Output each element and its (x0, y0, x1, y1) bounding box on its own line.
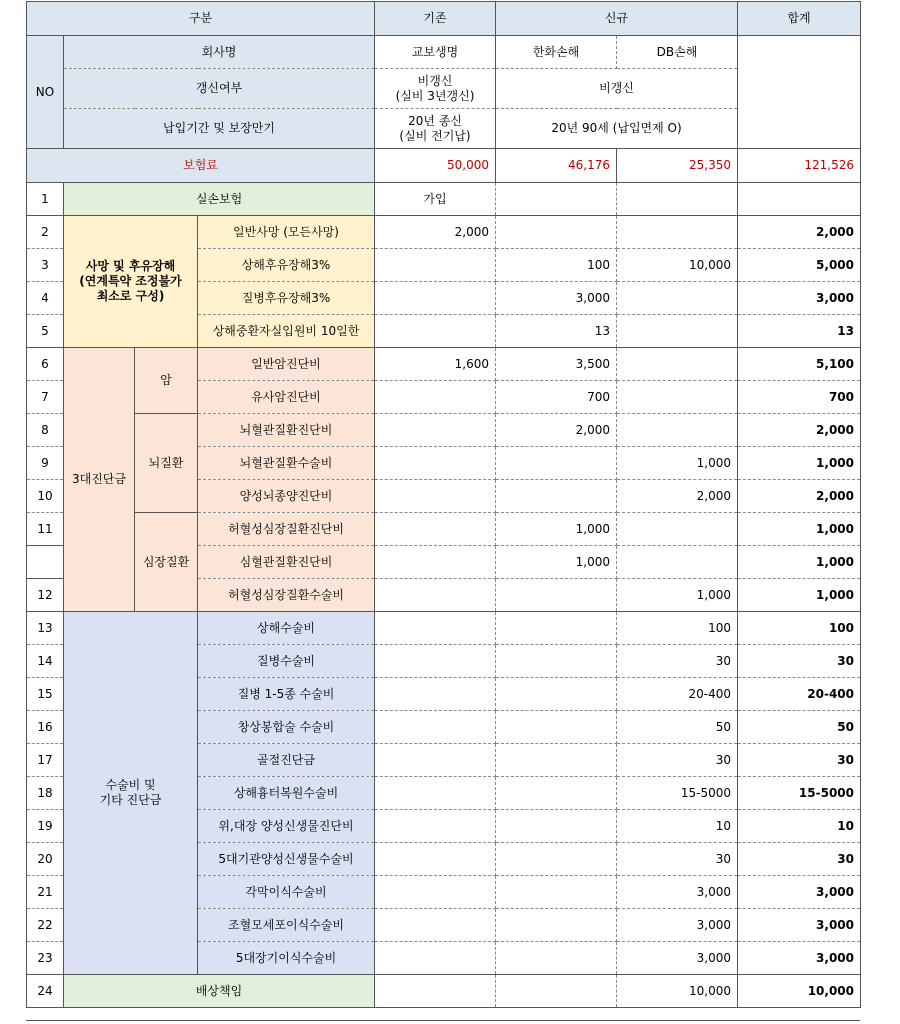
term-new: 20년 90세 (납입면제 O) (496, 109, 738, 149)
cell-existing (375, 282, 496, 315)
group-cancer: 암 (135, 348, 198, 414)
row-no: 12 (27, 579, 64, 612)
cell-total: 5,100 (738, 348, 861, 381)
bottom-divider (26, 1020, 860, 1021)
row-no: 23 (27, 942, 64, 975)
cell-total (738, 183, 861, 216)
cell-total: 10 (738, 810, 861, 843)
row-item: 5대기관양성신생물수술비 (198, 843, 375, 876)
total-header-blank (738, 36, 861, 149)
row-item: 뇌혈관질환진단비 (198, 414, 375, 447)
cell-db (617, 546, 738, 579)
row-item: 위,대장 양성신생물진단비 (198, 810, 375, 843)
row-no: 22 (27, 909, 64, 942)
cell-hanwha: 100 (496, 249, 617, 282)
cell-existing (375, 447, 496, 480)
cell-existing: 가입 (375, 183, 496, 216)
cell-existing (375, 315, 496, 348)
cell-hanwha (496, 678, 617, 711)
row-no: 4 (27, 282, 64, 315)
cell-db: 1,000 (617, 579, 738, 612)
cell-hanwha (496, 612, 617, 645)
row-no: 21 (27, 876, 64, 909)
cell-existing (375, 480, 496, 513)
cell-existing (375, 414, 496, 447)
company-row (27, 36, 861, 69)
header-total: 합계 (738, 2, 861, 36)
row-item: 상해흉터복원수술비 (198, 777, 375, 810)
row-no: 9 (27, 447, 64, 480)
row-item: 질병후유장해3% (198, 282, 375, 315)
renewal-label: 갱신여부 (64, 69, 375, 109)
cell-total: 3,000 (738, 942, 861, 975)
cell-total: 30 (738, 744, 861, 777)
cell-existing (375, 777, 496, 810)
row-item: 심혈관질환진단비 (198, 546, 375, 579)
row-no: 7 (27, 381, 64, 414)
header-new: 신규 (496, 2, 738, 36)
premium-db: 25,350 (617, 149, 738, 183)
premium-hanwha: 46,176 (496, 149, 617, 183)
premium-total: 121,526 (738, 149, 861, 183)
row-item: 배상책임 (64, 975, 375, 1008)
company-db: DB손해 (617, 36, 738, 69)
group-brain: 뇌질환 (135, 414, 198, 513)
term-existing: 20년 종신 (실비 전기납) (375, 109, 496, 149)
row-item: 일반암진단비 (198, 348, 375, 381)
cell-existing: 2,000 (375, 216, 496, 249)
company-hanwha: 한화손해 (496, 36, 617, 69)
cell-db: 10,000 (617, 975, 738, 1008)
cell-existing (375, 975, 496, 1008)
cell-db: 3,000 (617, 909, 738, 942)
row-no: 18 (27, 777, 64, 810)
company-kyobo: 교보생명 (375, 36, 496, 69)
cell-hanwha (496, 447, 617, 480)
cell-db (617, 381, 738, 414)
cell-hanwha (496, 876, 617, 909)
cell-db (617, 282, 738, 315)
cell-db (617, 315, 738, 348)
cell-hanwha (496, 480, 617, 513)
premium-label: 보험료 (27, 149, 375, 183)
cell-existing (375, 810, 496, 843)
cell-db: 50 (617, 711, 738, 744)
cell-total: 5,000 (738, 249, 861, 282)
table-row (27, 975, 861, 1008)
term-label: 납입기간 및 보장만기 (64, 109, 375, 149)
cell-total: 15-5000 (738, 777, 861, 810)
renewal-row (27, 69, 861, 109)
group-heart: 심장질환 (135, 513, 198, 612)
cell-existing (375, 909, 496, 942)
table-row (27, 216, 861, 249)
cell-db: 3,000 (617, 876, 738, 909)
cell-hanwha (496, 843, 617, 876)
cell-existing (375, 612, 496, 645)
row-no: 13 (27, 612, 64, 645)
cell-total: 1,000 (738, 513, 861, 546)
row-item: 상해후유장해3% (198, 249, 375, 282)
row-item: 일반사망 (모든사망) (198, 216, 375, 249)
row-item: 상해수술비 (198, 612, 375, 645)
cell-hanwha (496, 744, 617, 777)
row-no: 6 (27, 348, 64, 381)
row-item: 뇌혈관질환수술비 (198, 447, 375, 480)
cell-total: 30 (738, 645, 861, 678)
cell-db: 100 (617, 612, 738, 645)
row-no: 11 (27, 513, 64, 546)
cell-db (617, 216, 738, 249)
row-item: 창상봉합술 수술비 (198, 711, 375, 744)
group-death: 사망 및 후유장해 (연계특약 조정불가 최소로 구성) (64, 216, 198, 348)
header-category: 구분 (27, 2, 375, 36)
cell-hanwha (496, 942, 617, 975)
row-item: 허혈성심장질환진단비 (198, 513, 375, 546)
cell-total: 1,000 (738, 447, 861, 480)
group-three-major: 3대진단금 (64, 348, 135, 612)
cell-total: 3,000 (738, 876, 861, 909)
cell-db (617, 348, 738, 381)
cell-total: 50 (738, 711, 861, 744)
cell-existing (375, 513, 496, 546)
cell-hanwha (496, 909, 617, 942)
row-item: 질병 1-5종 수술비 (198, 678, 375, 711)
cell-total: 3,000 (738, 282, 861, 315)
cell-existing (375, 579, 496, 612)
cell-existing (375, 249, 496, 282)
row-no: 10 (27, 480, 64, 513)
cell-existing (375, 876, 496, 909)
cell-existing (375, 843, 496, 876)
row-item: 실손보험 (64, 183, 375, 216)
group-surgery: 수술비 및 기타 진단금 (64, 612, 198, 975)
premium-existing: 50,000 (375, 149, 496, 183)
row-no: 14 (27, 645, 64, 678)
cell-existing (375, 942, 496, 975)
cell-hanwha: 3,500 (496, 348, 617, 381)
cell-total: 20-400 (738, 678, 861, 711)
cell-db: 15-5000 (617, 777, 738, 810)
row-item: 조혈모세포이식수술비 (198, 909, 375, 942)
cell-total: 2,000 (738, 480, 861, 513)
cell-total: 2,000 (738, 216, 861, 249)
insurance-comparison-table (26, 1, 861, 1008)
company-label: 회사명 (64, 36, 375, 69)
cell-hanwha: 700 (496, 381, 617, 414)
row-no: 19 (27, 810, 64, 843)
cell-existing (375, 711, 496, 744)
cell-total: 30 (738, 843, 861, 876)
row-no: 8 (27, 414, 64, 447)
cell-total: 1,000 (738, 546, 861, 579)
row-no: 24 (27, 975, 64, 1008)
table-row (27, 348, 861, 381)
cell-db: 30 (617, 744, 738, 777)
cell-db: 10 (617, 810, 738, 843)
table-row (27, 414, 861, 447)
premium-row (27, 149, 861, 183)
row-item: 질병수술비 (198, 645, 375, 678)
cell-hanwha (496, 183, 617, 216)
cell-db (617, 513, 738, 546)
row-item: 유사암진단비 (198, 381, 375, 414)
table-row (27, 183, 861, 216)
cell-hanwha (496, 810, 617, 843)
cell-total: 2,000 (738, 414, 861, 447)
header-no: NO (27, 36, 64, 149)
row-no: 17 (27, 744, 64, 777)
row-no: 2 (27, 216, 64, 249)
row-item: 골절진단금 (198, 744, 375, 777)
renewal-new: 비갱신 (496, 69, 738, 109)
cell-db: 30 (617, 645, 738, 678)
cell-hanwha (496, 645, 617, 678)
cell-hanwha (496, 216, 617, 249)
term-row (27, 109, 861, 149)
row-no: 20 (27, 843, 64, 876)
table-row (27, 612, 861, 645)
cell-hanwha (496, 579, 617, 612)
cell-total: 3,000 (738, 909, 861, 942)
header-row (27, 2, 861, 36)
cell-hanwha: 3,000 (496, 282, 617, 315)
cell-existing (375, 645, 496, 678)
cell-db: 30 (617, 843, 738, 876)
header-existing: 기존 (375, 2, 496, 36)
row-no: 5 (27, 315, 64, 348)
cell-total: 1,000 (738, 579, 861, 612)
cell-total: 13 (738, 315, 861, 348)
cell-hanwha (496, 777, 617, 810)
cell-existing (375, 546, 496, 579)
row-item: 상해중환자실입원비 10일한 (198, 315, 375, 348)
cell-hanwha: 1,000 (496, 546, 617, 579)
cell-db: 2,000 (617, 480, 738, 513)
cell-hanwha: 1,000 (496, 513, 617, 546)
cell-hanwha: 13 (496, 315, 617, 348)
cell-db (617, 183, 738, 216)
cell-total: 100 (738, 612, 861, 645)
row-no: 1 (27, 183, 64, 216)
row-no (27, 546, 64, 579)
cell-db (617, 414, 738, 447)
cell-total: 700 (738, 381, 861, 414)
row-item: 허혈성심장질환수술비 (198, 579, 375, 612)
renewal-existing: 비갱신 (실비 3년갱신) (375, 69, 496, 109)
cell-existing (375, 381, 496, 414)
table-row (27, 513, 861, 546)
cell-db: 3,000 (617, 942, 738, 975)
row-item: 양성뇌종양진단비 (198, 480, 375, 513)
cell-existing: 1,600 (375, 348, 496, 381)
row-no: 15 (27, 678, 64, 711)
cell-hanwha (496, 711, 617, 744)
row-no: 16 (27, 711, 64, 744)
cell-hanwha (496, 975, 617, 1008)
cell-hanwha: 2,000 (496, 414, 617, 447)
cell-existing (375, 678, 496, 711)
cell-existing (375, 744, 496, 777)
row-no: 3 (27, 249, 64, 282)
cell-db: 20-400 (617, 678, 738, 711)
cell-db: 1,000 (617, 447, 738, 480)
cell-db: 10,000 (617, 249, 738, 282)
cell-total: 10,000 (738, 975, 861, 1008)
row-item: 각막이식수술비 (198, 876, 375, 909)
row-item: 5대장기이식수술비 (198, 942, 375, 975)
